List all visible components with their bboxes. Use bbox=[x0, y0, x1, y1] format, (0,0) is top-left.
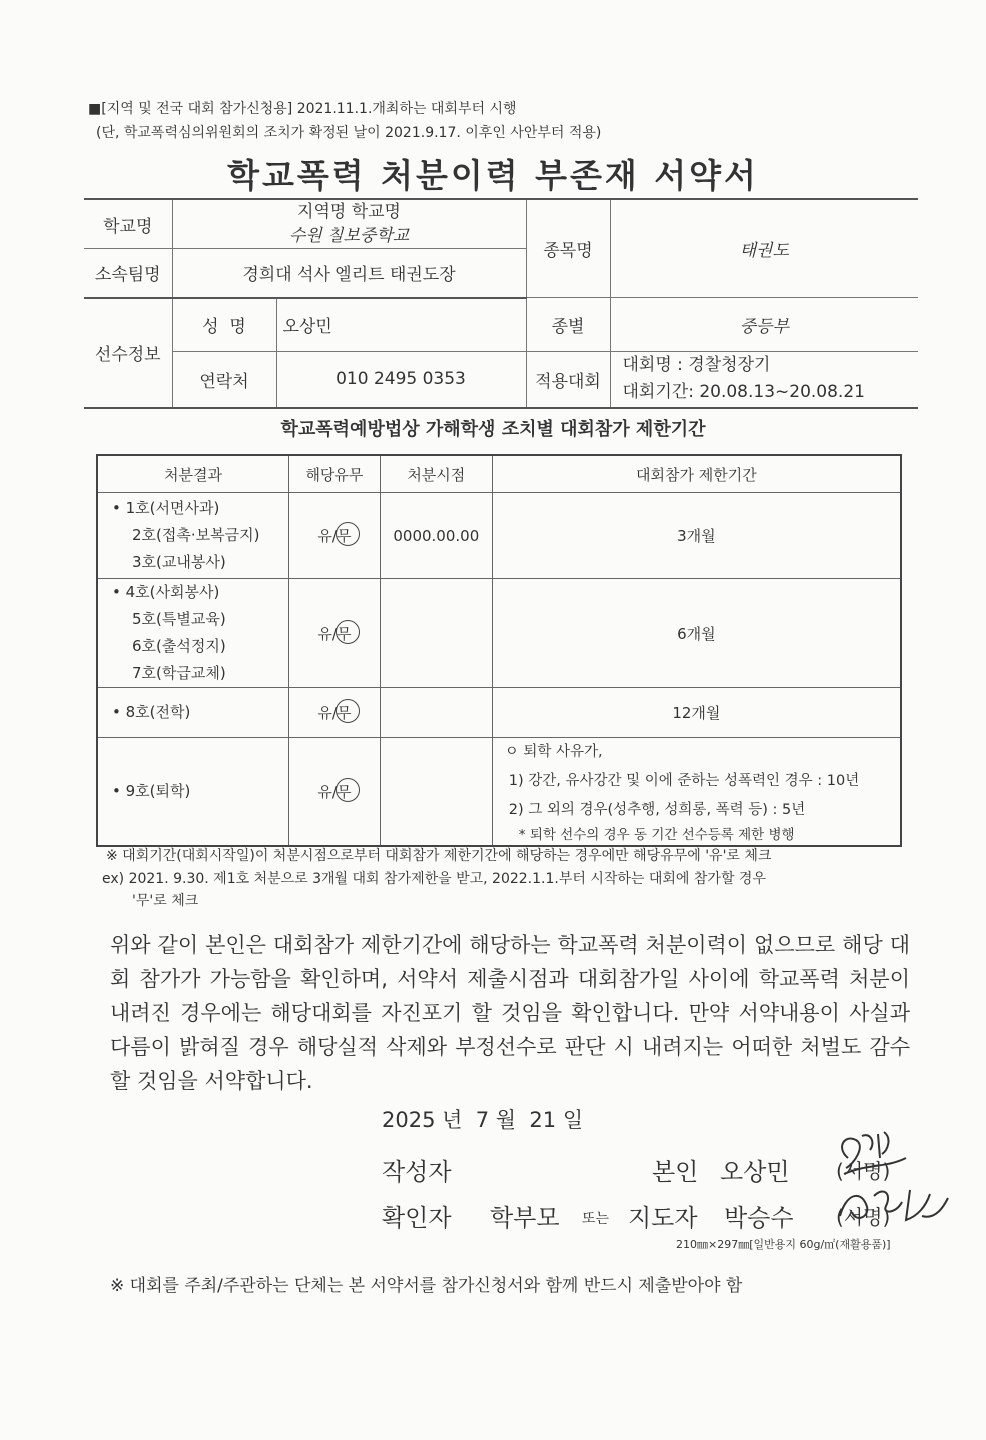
note-check-rule: ※ 대회기간(대회시작일)이 처분시점으로부터 대회참가 제한기간에 해당하는 경우에만 해당유무에 '유'로 체크 bbox=[106, 848, 772, 864]
sanction-table-title: 학교폭력예방법상 가해학생 조치별 대회참가 제한기간 bbox=[280, 419, 706, 440]
sanction-item: • 8호(전학) bbox=[112, 703, 191, 721]
note-example-cont: '무'로 체크 bbox=[132, 893, 199, 909]
table-row bbox=[97, 688, 901, 738]
self-name: 오상민 bbox=[720, 1158, 790, 1186]
pledge-body: 위와 같이 본인은 대회참가 제한기간에 해당하는 학교폭력 처분이력이 없으므로 해당 대회 참가가 가능함을 확인하며, 서약서 제출시점과 대회참가일 사이에 학교폭력 처분이 내려진 경우에는 해당대회를 자진포기 할 것임을 확인합니다. 만약 서약내용이 사실과 다름이 밝혀질 경우 해당실적 삭제와 부정선수로 판단 시 내려지는 어떠한 처벌도 감수할 것임을 서약합니다. bbox=[110, 933, 910, 1093]
school-label: 학교명 bbox=[84, 199, 172, 249]
expel-note-heading: ㅇ 퇴학 사유가, bbox=[504, 744, 603, 760]
sanction-item: 5호(특별교육) bbox=[132, 610, 226, 628]
name-label: 성 명 bbox=[172, 298, 276, 352]
table-row bbox=[97, 738, 901, 847]
circle-mark-icon bbox=[336, 778, 360, 802]
sanction-item: • 4호(사회봉사) bbox=[112, 583, 220, 601]
sanction-date: 0000.00.00 bbox=[380, 493, 492, 579]
header-line-2: (단, 학교폭력심의위원회의 조치가 확정된 날이 2021.9.17. 이후인 사안부터 적용) bbox=[96, 125, 602, 141]
event-label: 종목명 bbox=[526, 199, 610, 298]
restriction-period: 3개월 bbox=[492, 493, 901, 579]
col-header-period: 대회참가 제한기간 bbox=[492, 455, 901, 493]
parent-label: 학부모 bbox=[490, 1204, 560, 1232]
competition-label: 적용대회 bbox=[526, 352, 610, 408]
school-header: 지역명 학교명 bbox=[297, 202, 401, 222]
sanction-date bbox=[380, 738, 492, 847]
coach-label: 지도자 bbox=[628, 1204, 698, 1232]
sanction-item: • 1호(서면사과) bbox=[112, 499, 220, 517]
col-header-date: 처분시점 bbox=[380, 455, 492, 493]
sanction-date bbox=[380, 579, 492, 688]
restriction-period: 6개월 bbox=[492, 579, 901, 688]
expel-note: 2) 그 외의 경우(성추행, 성희롱, 폭력 등) : 5년 bbox=[508, 802, 806, 818]
table-row bbox=[97, 579, 901, 688]
or-label: 또는 bbox=[582, 1211, 610, 1227]
footer-note: ※ 대회를 주최/주관하는 단체는 본 서약서를 참가신청서와 함께 반드시 제출받아야 함 bbox=[110, 1276, 743, 1296]
contact-value: 010 2495 0353 bbox=[276, 352, 526, 408]
contact-label: 연락처 bbox=[172, 352, 276, 408]
self-label: 본인 bbox=[652, 1158, 699, 1186]
circle-mark-icon bbox=[336, 620, 360, 644]
header-line-1: ■[지역 및 전국 대회 참가신청용] 2021.11.1.개최하는 대회부터 시행 bbox=[88, 101, 517, 117]
sanction-item: 3호(교내봉사) bbox=[132, 553, 226, 571]
applicable-mark: 유/무 bbox=[317, 624, 352, 643]
division-value: 중등부 bbox=[610, 298, 918, 352]
sanction-item: 2호(접촉·보복금지) bbox=[132, 526, 260, 544]
competition-period: 대회기간: 20.08.13~20.08.21 bbox=[622, 382, 865, 403]
expel-note: * 퇴학 선수의 경우 동 기간 선수등록 제한 병행 bbox=[518, 827, 795, 843]
circle-mark-icon bbox=[336, 522, 360, 546]
applicable-mark: 유/무 bbox=[317, 527, 352, 545]
team-label: 소속팀명 bbox=[84, 249, 172, 298]
document-title: 학교폭력 처분이력 부존재 서약서 bbox=[227, 156, 759, 195]
sanction-item: 6호(출석정지) bbox=[132, 637, 226, 655]
table-row bbox=[97, 493, 901, 579]
player-info-label: 선수정보 bbox=[84, 298, 172, 408]
note-example: ex) 2021. 9.30. 제1호 처분으로 3개월 대회 참가제한을 받고, 2022.1.1.부터 시작하는 대회에 참가할 경우 bbox=[102, 871, 766, 887]
name-value: 오상민 bbox=[276, 298, 526, 352]
competition-name: 대회명 : 경찰청장기 bbox=[622, 355, 771, 376]
col-header-result: 처분결과 bbox=[97, 455, 289, 493]
school-value: 수원 칠보중학교 bbox=[288, 226, 410, 246]
coach-name: 박승수 bbox=[724, 1204, 794, 1232]
restriction-period: 12개월 bbox=[492, 688, 901, 738]
sanction-date bbox=[380, 688, 492, 738]
circle-mark-icon bbox=[336, 699, 360, 723]
confirmer-label: 확인자 bbox=[382, 1204, 452, 1232]
pledge-date: 2025 년 7 월 21 일 bbox=[382, 1108, 584, 1132]
applicable-mark: 유/무 bbox=[317, 783, 352, 801]
sign-label: (서명) bbox=[836, 1159, 891, 1183]
sanction-item: 7호(학급교체) bbox=[132, 664, 226, 682]
info-table bbox=[84, 198, 918, 409]
event-value: 태권도 bbox=[610, 199, 918, 298]
col-header-applicable: 해당유무 bbox=[289, 455, 381, 493]
sign-label-coach: (서명) bbox=[836, 1205, 891, 1229]
paper-spec: 210㎜×297㎜[일반용지 60g/㎡(재활용품)] bbox=[676, 1238, 891, 1251]
expel-note: 1) 강간, 유사강간 및 이에 준하는 성폭력인 경우 : 10년 bbox=[508, 773, 860, 789]
sanction-table bbox=[96, 454, 902, 847]
writer-label: 작성자 bbox=[382, 1158, 452, 1186]
division-label: 종별 bbox=[526, 298, 610, 352]
signature-mark-icon bbox=[826, 1176, 956, 1232]
applicable-mark: 유/무 bbox=[317, 704, 352, 722]
sanction-item: • 9호(퇴학) bbox=[112, 782, 191, 800]
team-value: 경희대 석사 엘리트 태권도장 bbox=[172, 249, 526, 298]
